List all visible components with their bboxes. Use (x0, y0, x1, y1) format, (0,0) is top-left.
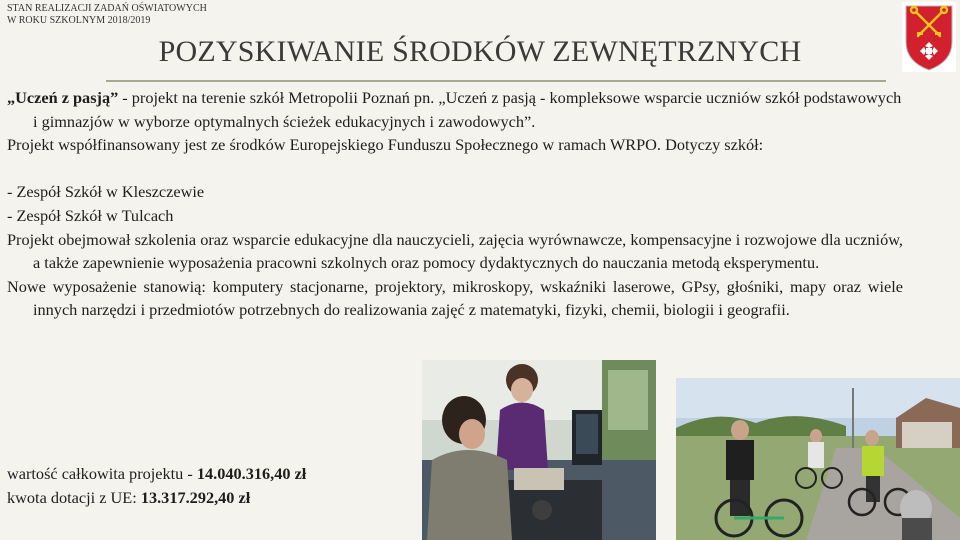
project-values (7, 462, 306, 510)
header-line-1: STAN REALIZACJI ZADAŃ OŚWIATOWYCH (7, 3, 207, 14)
content-body (7, 86, 903, 322)
presentation-header (7, 3, 207, 27)
grant-value-amount: 13.317.292,40 zł (140, 488, 251, 507)
total-value-amount: 14.040.316,40 zł (196, 464, 307, 483)
grant-value-label: kwota dotacji z UE: (7, 488, 141, 507)
school-item-kleszczewo: - Zespół Szkół w Kleszczewie (7, 182, 205, 202)
title-divider (106, 80, 886, 82)
header-line-2: W ROKU SZKOLNYM 2018/2019 (7, 15, 151, 26)
total-value-line (7, 462, 306, 486)
classroom-photo (422, 360, 656, 540)
equipment-paragraph: Nowe wyposażenie stanowią: komputery stacjonarne, projektory, mikroskopy, wskaźniki laserowe, GPsy, głośniki, mapy oraz wiele innych narzędzi i przedmiotów potrzebnych do realizowania zajęć z matematyki, fizyki, chemii, biologii i geografii. (7, 276, 903, 320)
project-scope-paragraph: Projekt obejmował szkolenia oraz wsparcie edukacyjne dla nauczycieli, zajęcia wyrównawcze, kompensacyjne i rozwojowe dla uczniów, a także zapewnienie wyposażenia pracowni szkolnych oraz pomocy dydaktycznych do nauczania metodą eksperymentu. (7, 229, 903, 273)
page-title: POZYSKIWANIE ŚRODKÓW ZEWNĘTRZNYCH (158, 35, 802, 68)
project-description: - projekt na terenie szkół Metropolii Poznań pn. „Uczeń z pasją - kompleksowe wsparcie uczniów szkół podstawowych i gimnazjów w wyborze optymalnych ścieżek edukacyjnych i zawodowych”. (33, 88, 902, 131)
total-value-label: wartość całkowita projektu - (7, 464, 197, 483)
project-name: „Uczeń z pasją” (7, 88, 119, 107)
funding-paragraph: Projekt współfinansowany jest ze środków Europejskiego Funduszu Społecznego w ramach WRPO. Dotyczy szkół: (7, 135, 764, 155)
school-item-tulce: - Zespół Szkół w Tulcach (7, 205, 174, 225)
grant-value-line (7, 486, 306, 510)
project-intro-paragraph (7, 86, 903, 133)
cycling-photo (676, 378, 960, 540)
coat-of-arms-icon (902, 2, 956, 72)
